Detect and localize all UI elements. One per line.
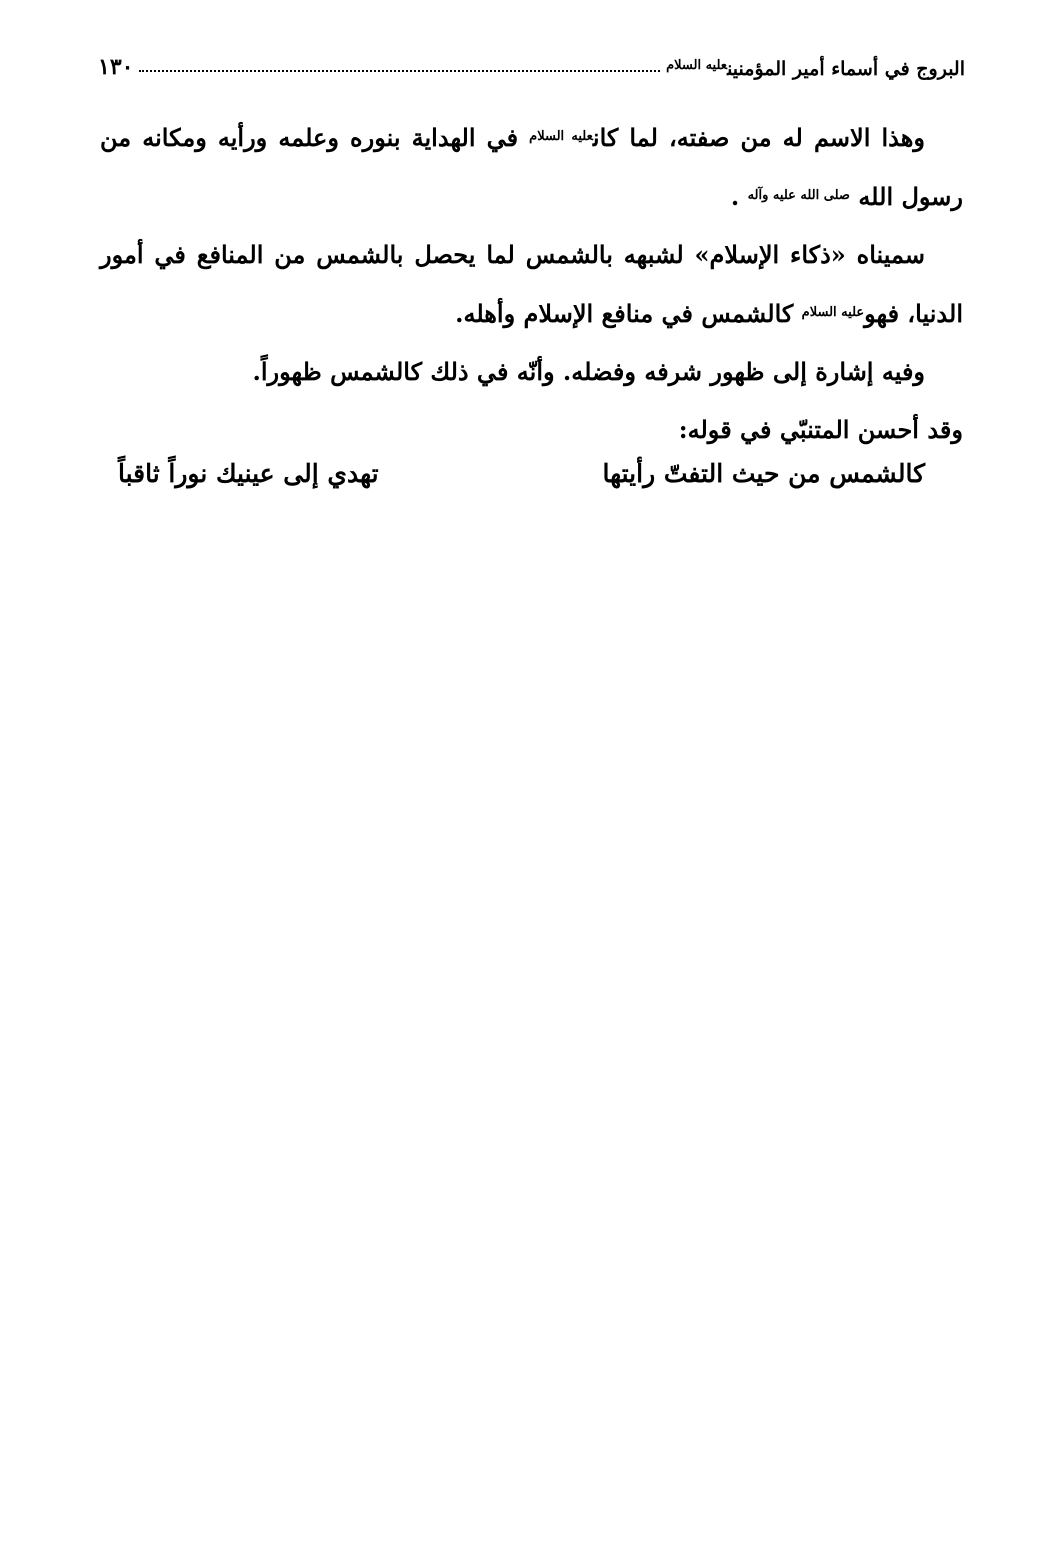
- honorific-alayhi-salam: عليه السلام: [801, 305, 865, 320]
- paragraph-4: وقد أحسن المتنبّي في قوله:: [678, 415, 963, 444]
- header-title-text: البروج في أسماء أمير المؤمنين: [727, 58, 965, 80]
- poetry-verse: [118, 448, 925, 500]
- header-honorific: عليه السلام: [666, 58, 728, 73]
- paragraph-2-part-1: سميناه «ذكاء الإسلام» لشبهه بالشمس لما يحصل بالشمس من المنافع في أمور الدنيا، فهو: [100, 240, 963, 328]
- header-dotted-leader: [139, 69, 660, 72]
- paragraph-2-part-2: كالشمس في منافع الإسلام وأهله.: [455, 299, 794, 328]
- paragraph-3: وفيه إشارة إلى ظهور شرفه وفضله. وأنّه في ذلك كالشمس ظهوراً.: [252, 357, 925, 386]
- page-number: ١٣٠: [98, 54, 134, 80]
- paragraph-1-part-1: وهذا الاسم له من صفته، لما كان: [592, 123, 926, 152]
- honorific-salla-allah: صلى الله عليه وآله: [747, 188, 850, 203]
- running-header: [98, 40, 965, 80]
- paragraph-1: [100, 108, 963, 226]
- verse-first-hemistich: كالشمس من حيث التفتّ رأيتها: [602, 459, 925, 488]
- paragraph-1-part-2: في الهداية بنوره وعلمه ورأيه ومكانه من رسول الله: [100, 123, 963, 211]
- paragraph-1-part-3: .: [730, 182, 740, 211]
- header-title: [666, 58, 965, 80]
- honorific-alayhi-salam: عليه السلام: [529, 129, 593, 144]
- verse-second-hemistich: تهدي إلى عينيك نوراً ثاقباً: [118, 459, 379, 488]
- body-text: [100, 108, 963, 459]
- paragraph-2: [100, 226, 963, 343]
